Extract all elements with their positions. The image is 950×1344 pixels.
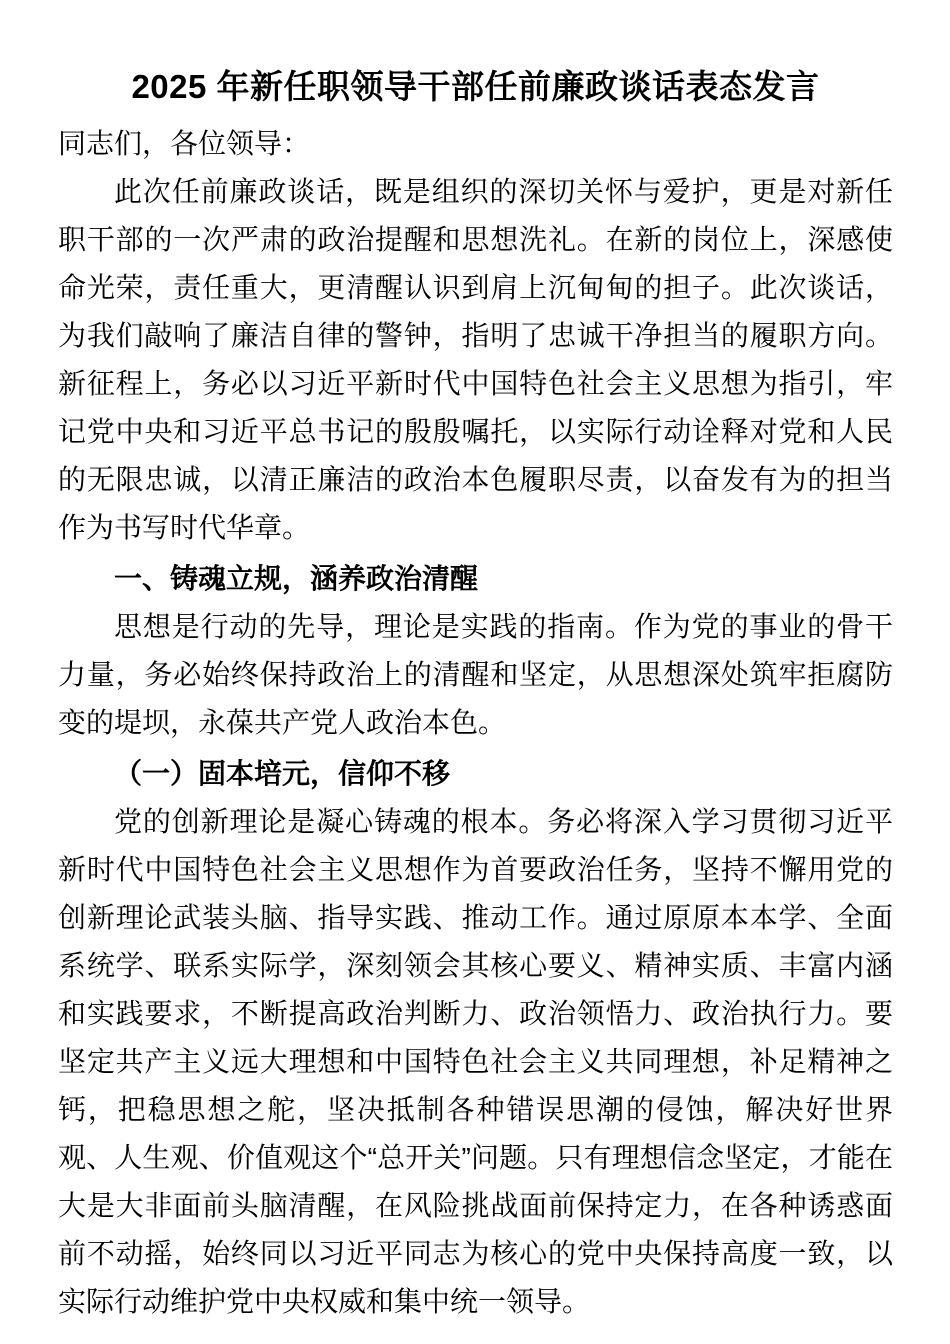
subsection-1-1-paragraph: 党的创新理论是凝心铸魂的根本。务必将深入学习贯彻习近平新时代中国特色社会主义思想作为首要政治任务，坚持不懈用党的创新理论武装头脑、指导实践、推动工作。通过原原本本学、全面系统学、联系实际学，深刻领会其核心要义、精神实质、丰富内涵和实践要求，不断提高政治判断力、政治领悟力、政治执行力。要坚定共产主义远大理想和中国特色社会主义共同理想，补足精神之钙，把稳思想之舵，坚决抵制各种错误思潮的侵蚀，解决好世界观、人生观、价值观这个“总开关”问题。只有理想信念坚定，才能在大是大非面前头脑清醒，在风险挑战面前保持定力，在各种诱惑面前不动摇，始终同以习近平同志为核心的党中央保持高度一致，以实际行动维护党中央权威和集中统一领导。 (58, 806, 893, 1317)
document-title: 2025 年新任职领导干部任前廉政谈话表态发言 (131, 68, 820, 105)
section-heading-1: 一、铸魂立规，涵养政治清醒 (114, 563, 479, 594)
section-1-paragraph: 思想是行动的先导，理论是实践的指南。作为党的事业的骨干力量，务必始终保持政治上的清醒和坚定，从思想深处筑牢拒腐防变的堤坝，永葆共产党人政治本色。 (58, 611, 893, 738)
subsection-heading-1-1: （一）固本培元，信仰不移 (114, 758, 451, 789)
salutation-line: 同志们，各位领导： (58, 128, 311, 159)
intro-paragraph: 此次任前廉政谈话，既是组织的深切关怀与爱护，更是对新任职干部的一次严肃的政治提醒和思想洗礼。在新的岗位上，深感使命光荣，责任重大，更清醒认识到肩上沉甸甸的担子。此次谈话，为我们敲响了廉洁自律的警钟，指明了忠诚干净担当的履职方向。新征程上，务必以习近平新时代中国特色社会主义思想为指引，牢记党中央和习近平总书记的殷殷嘱托，以实际行动诠释对党和人民的无限忠诚，以清正廉洁的政治本色履职尽责，以奋发有为的担当作为书写时代华章。 (58, 176, 893, 543)
